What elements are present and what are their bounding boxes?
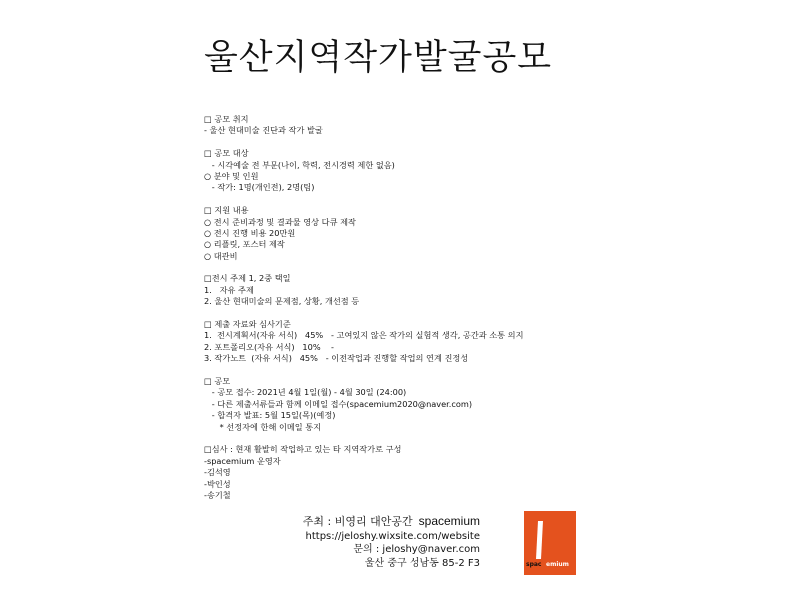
section-heading: □ 공모 취지 [204,114,249,124]
section-line: 2. 울산 현대미술의 문제점, 상황, 개선점 등 [204,296,360,307]
contact-email: 문의 : jeloshy@naver.com [353,544,480,555]
section-line: - 시각예술 전 부문(나이, 학력, 전시경력 제한 없음) [204,159,395,170]
host-label: 주최 : 비영리 대안공간 [302,515,413,528]
section-line: ○ 전시 진행 비용 20만원 [204,227,296,238]
announcement-body [204,114,584,501]
section-line: - 작가: 1명(개인전), 2명(팀) [204,182,315,193]
section-line: - 공모 접수: 2021년 4월 1일(월) - 4월 30일 (24:00) [204,387,407,398]
section-line: ○ 분야 및 인원 [204,170,259,181]
section-line: - 울산 현대미술 진단과 작가 발굴 [204,125,323,136]
page-title: 울산지역작가발굴공모 [204,38,553,78]
section-line: -김석영 [204,467,231,478]
section-gap [204,194,584,205]
section-gap [204,365,584,376]
logo-text-right: emium [546,561,569,568]
section-gap [204,308,584,319]
section-heading: □ 공모 대상 [204,148,249,159]
section-heading: □ 제출 자료와 심사기준 [204,319,291,330]
logo-text-left: spac [526,561,542,568]
section-line: ○ 전시 준비과정 및 결과물 영상 다큐 제작 [204,216,356,227]
section-line: 2. 포트폴리오(자유 서식) 10% - [204,341,334,352]
section-line: ○ 리플릿, 포스터 제작 [204,239,285,250]
section-line: - 합격자 발표: 5월 15일(목)(예정) [204,410,336,421]
section-gap [204,262,584,273]
section-line: -spacemium 운영자 [204,455,281,466]
spacemium-logo [524,511,576,575]
section-heading: □심사 : 현재 활발히 작업하고 있는 타 지역작가로 구성 [204,444,402,455]
section-line: 1. 전시계획서(자유 서식) 45% - 고여있지 않은 작가의 실험적 생각, 공간과 소통 의지 [204,330,524,341]
section-heading: □ 공모 [204,375,231,386]
section-line: - 다른 제출서류들과 함께 이메일 접수(spacemium2020@naver.com) [204,398,473,409]
section-heading: □ 지원 내용 [204,205,249,216]
section-gap [204,137,584,148]
section-line: * 선정자에 한해 이메일 통지 [204,421,322,432]
section-line: -송기철 [204,489,231,500]
host-line [280,515,480,530]
section-line: -박인성 [204,478,231,489]
section-gap [204,433,584,444]
section-line: ○ 대관비 [204,250,238,261]
section-line: 1. 자유 주제 [204,284,254,295]
logo-bar-icon [536,521,543,559]
section-line: 3. 작가노트 (자유 서식) 45% - 이전작업과 진행할 작업의 연계 진정성 [204,353,469,364]
website-link[interactable]: https://jeloshy.wixsite.com/website [305,530,480,542]
host-name: spacemium [418,514,480,528]
section-heading: □전시 주제 1, 2중 택일 [204,273,291,284]
address-text: 울산 중구 성남동 85-2 F3 [364,557,480,569]
footer-info [280,515,480,570]
